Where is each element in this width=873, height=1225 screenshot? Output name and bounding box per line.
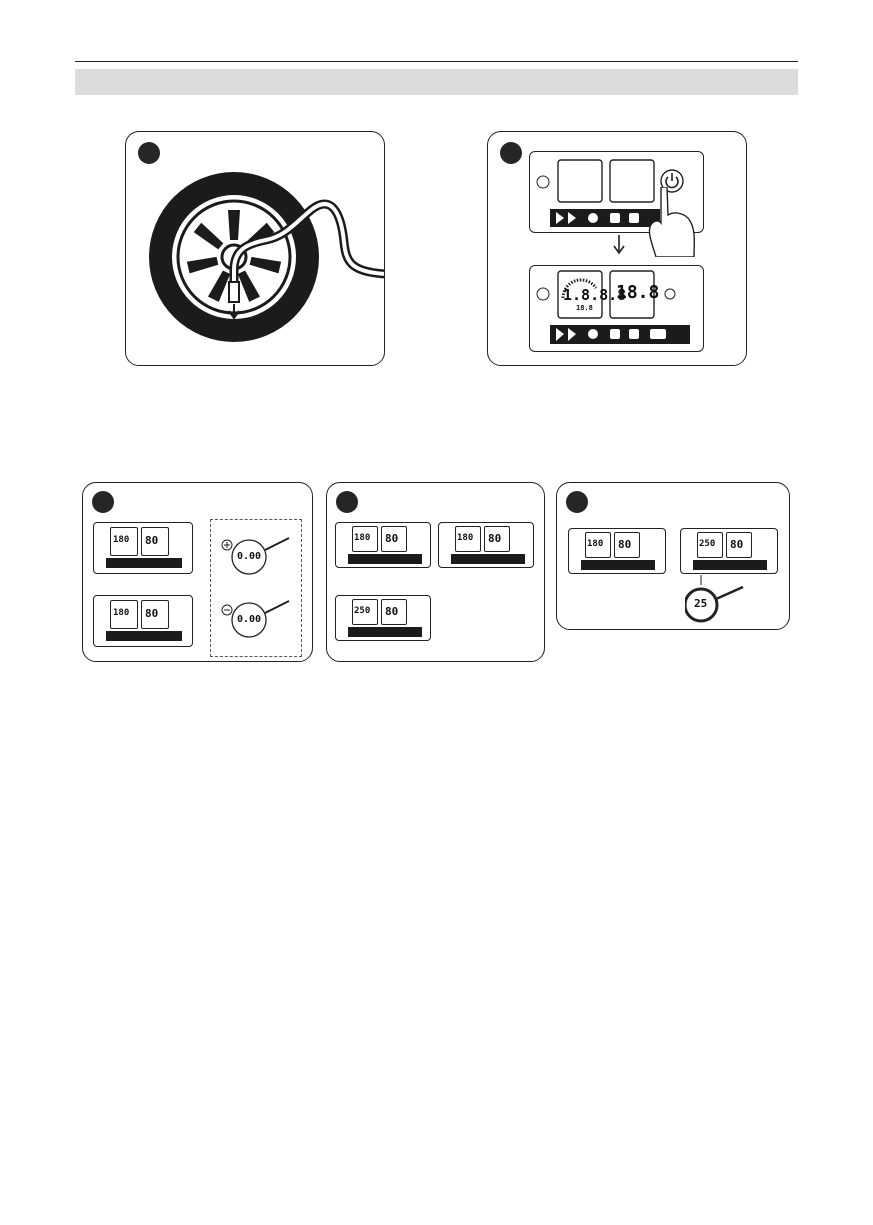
step-badge-3 [92,491,114,513]
panel-step-3 [82,482,313,662]
step-badge-2 [500,142,522,164]
panel-step-2 [487,131,747,366]
gauge-detail-box [210,519,302,657]
down-arrow-icon [613,235,625,255]
mini-panel-d: 180 80 [438,522,534,568]
lcd-small-readout: 18.8 [576,304,593,312]
gauge-25-readout: 25 [694,597,708,610]
gauge-plus-readout: 0.00 [237,551,262,562]
lcd-right-readout: 18.8 [616,282,660,303]
mini-panel-a: 180 80 [93,522,193,574]
lcd-pressure-readout: 1.8.8.8 [563,286,627,304]
button-strip [550,209,660,227]
mini-panel-e: 250 80 [335,595,431,641]
lcd-left-off [558,160,602,202]
step-badge-4 [336,491,358,513]
panel-step-5 [556,482,790,630]
panel-step-4 [326,482,545,662]
mini-panel-g: 250 80 [680,528,778,574]
wheel-illustration [126,132,385,366]
mini-panel-c: 180 80 [335,522,431,568]
light-icon [537,176,549,188]
mini-panel-b: 180 80 [93,595,193,647]
mini-panel-f: 180 80 [568,528,666,574]
hand-pointer-icon [646,187,706,257]
top-rule [75,61,798,62]
panel-step-1 [125,131,385,366]
control-panel-on [529,265,704,352]
step-badge-5 [566,491,588,513]
gauge-minus-readout: 0.00 [237,614,262,625]
header-band [75,69,798,95]
